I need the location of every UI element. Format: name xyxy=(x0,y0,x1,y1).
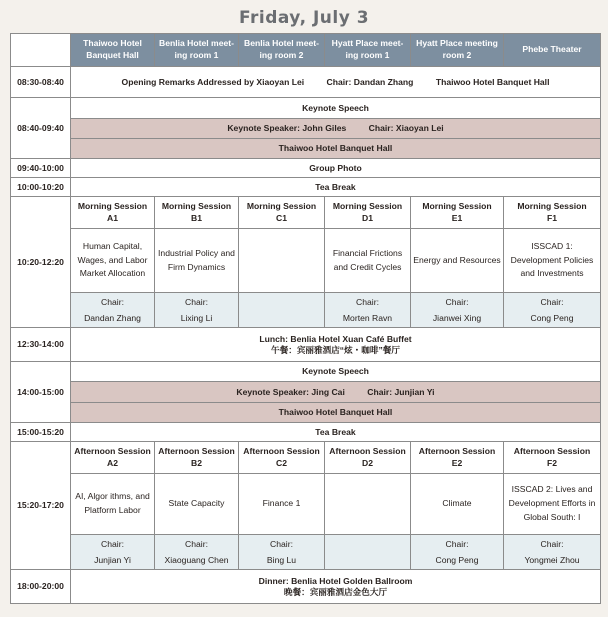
session-chair: Chair: Lixing Li xyxy=(155,293,239,328)
session-head: Afternoon Session A2 xyxy=(71,442,155,474)
venue-header: Hyatt Place meeting room 2 xyxy=(411,34,504,67)
session-topic: Human Capital, Wages, and Labor Market Allocation xyxy=(71,229,155,293)
session-topic: Finance 1 xyxy=(239,474,325,535)
photo-cell: Group Photo xyxy=(71,159,601,178)
session-chair: Chair: Dandan Zhang xyxy=(71,293,155,328)
session-topic: Industrial Policy and Firm Dynamics xyxy=(155,229,239,293)
session-head: Morning Session F1 xyxy=(504,197,601,229)
venue-header: Benlia Hotel meet- ing room 2 xyxy=(239,34,325,67)
venue-header: Phebe Theater xyxy=(504,34,601,67)
keynote-venue: Thaiwoo Hotel Banquet Hall xyxy=(71,139,601,159)
session-topic: Energy and Resources xyxy=(411,229,504,293)
keynote-chair: Chair: Xiaoyan Lei xyxy=(368,123,444,134)
session-chair: Chair: Cong Peng xyxy=(411,535,504,570)
opening-cell xyxy=(71,67,601,98)
keynote-speaker-cell xyxy=(71,119,601,139)
session-head: Morning Session B1 xyxy=(155,197,239,229)
morning-topic-row xyxy=(11,229,601,293)
venue-header: Hyatt Place meet- ing room 1 xyxy=(325,34,411,67)
time-slot: 15:00-15:20 xyxy=(11,423,71,442)
session-topic: State Capacity xyxy=(155,474,239,535)
time-slot: 14:00-15:00 xyxy=(11,362,71,423)
session-head: Morning Session E1 xyxy=(411,197,504,229)
dinner-line-cn: 晚餐：宾丽雅酒店金色大厅 xyxy=(283,586,388,597)
time-slot: 12:30-14:00 xyxy=(11,328,71,362)
keynote-speaker: Keynote Speaker: John Giles xyxy=(227,123,347,134)
tea-cell: Tea Break xyxy=(71,423,601,442)
session-chair: Chair: Bing Lu xyxy=(239,535,325,570)
session-chair: Chair: Xiaoguang Chen xyxy=(155,535,239,570)
opening-row xyxy=(11,67,601,98)
session-topic: AI, Algor ithms, and Platform Labor xyxy=(71,474,155,535)
session-head: Morning Session D1 xyxy=(325,197,411,229)
session-head: Afternoon Session F2 xyxy=(504,442,601,474)
session-head: Morning Session A1 xyxy=(71,197,155,229)
keynote-speaker-cell xyxy=(71,382,601,403)
opening-chair: Chair: Dandan Zhang xyxy=(326,76,414,87)
session-chair: Chair: Junjian Yi xyxy=(71,535,155,570)
session-topic: ISSCAD 2: Lives and Development Efforts in Global South: I xyxy=(504,474,601,535)
session-chair xyxy=(325,535,411,570)
morning-chair-row xyxy=(11,293,601,328)
lunch-line: Lunch: Benlia Hotel Xuan Café Buffet xyxy=(259,333,412,344)
dinner-cell xyxy=(71,570,601,604)
venue-header: Thaiwoo Hotel Banquet Hall xyxy=(71,34,155,67)
keynote-venue-row xyxy=(11,139,601,159)
keynote-title: Keynote Speech xyxy=(71,362,601,382)
dinner-row xyxy=(11,570,601,604)
session-chair: Chair: Jianwei Xing xyxy=(411,293,504,328)
session-chair: Chair: Yongmei Zhou xyxy=(504,535,601,570)
page-title: Friday, July 3 xyxy=(238,8,370,28)
tea-row xyxy=(11,178,601,197)
time-slot: 08:30-08:40 xyxy=(11,67,71,98)
session-topic: Climate xyxy=(411,474,504,535)
time-slot: 18:00-20:00 xyxy=(11,570,71,604)
time-slot: 15:20-17:20 xyxy=(11,442,71,570)
keynote-venue: Thaiwoo Hotel Banquet Hall xyxy=(71,403,601,423)
session-head: Morning Session C1 xyxy=(239,197,325,229)
opening-venue: Thaiwoo Hotel Banquet Hall xyxy=(435,76,550,87)
session-topic: ISSCAD 1: Development Policies and Investments xyxy=(504,229,601,293)
session-head: Afternoon Session B2 xyxy=(155,442,239,474)
afternoon-chair-row xyxy=(11,535,601,570)
keynote-title: Keynote Speech xyxy=(71,98,601,119)
venue-header: Benlia Hotel meet- ing room 1 xyxy=(155,34,239,67)
header-corner xyxy=(11,34,71,67)
session-topic: Financial Frictions and Credit Cycles xyxy=(325,229,411,293)
dinner-line: Dinner: Benlia Hotel Golden Ballroom xyxy=(258,575,413,586)
opening-text: Opening Remarks Addressed by Xiaoyan Lei xyxy=(121,76,305,87)
time-slot: 10:00-10:20 xyxy=(11,178,71,197)
session-head: Afternoon Session D2 xyxy=(325,442,411,474)
tea-cell: Tea Break xyxy=(71,178,601,197)
venue-header-row xyxy=(11,34,601,67)
morning-head-row xyxy=(11,197,601,229)
session-head: Afternoon Session E2 xyxy=(411,442,504,474)
session-chair xyxy=(239,293,325,328)
schedule-table xyxy=(10,33,601,604)
keynote-chair: Chair: Junjian Yi xyxy=(367,386,435,397)
afternoon-head-row xyxy=(11,442,601,474)
keynote-speaker-row xyxy=(11,119,601,139)
session-topic xyxy=(325,474,411,535)
lunch-cell xyxy=(71,328,601,362)
keynote-speaker: Keynote Speaker: Jing Cai xyxy=(236,386,345,397)
lunch-line-cn: 午餐：宾丽雅酒店“炫・咖啡”餐厅 xyxy=(271,344,400,355)
session-chair: Chair: Cong Peng xyxy=(504,293,601,328)
keynote-title-row xyxy=(11,98,601,119)
keynote-speaker-row xyxy=(11,382,601,403)
time-slot: 10:20-12:20 xyxy=(11,197,71,328)
lunch-row xyxy=(11,328,601,362)
time-slot: 08:40-09:40 xyxy=(11,98,71,159)
afternoon-topic-row xyxy=(11,474,601,535)
keynote-title-row xyxy=(11,362,601,382)
time-slot: 09:40-10:00 xyxy=(11,159,71,178)
session-chair: Chair: Morten Ravn xyxy=(325,293,411,328)
tea-row xyxy=(11,423,601,442)
keynote-venue-row xyxy=(11,403,601,423)
session-topic xyxy=(239,229,325,293)
photo-row xyxy=(11,159,601,178)
session-head: Afternoon Session C2 xyxy=(239,442,325,474)
